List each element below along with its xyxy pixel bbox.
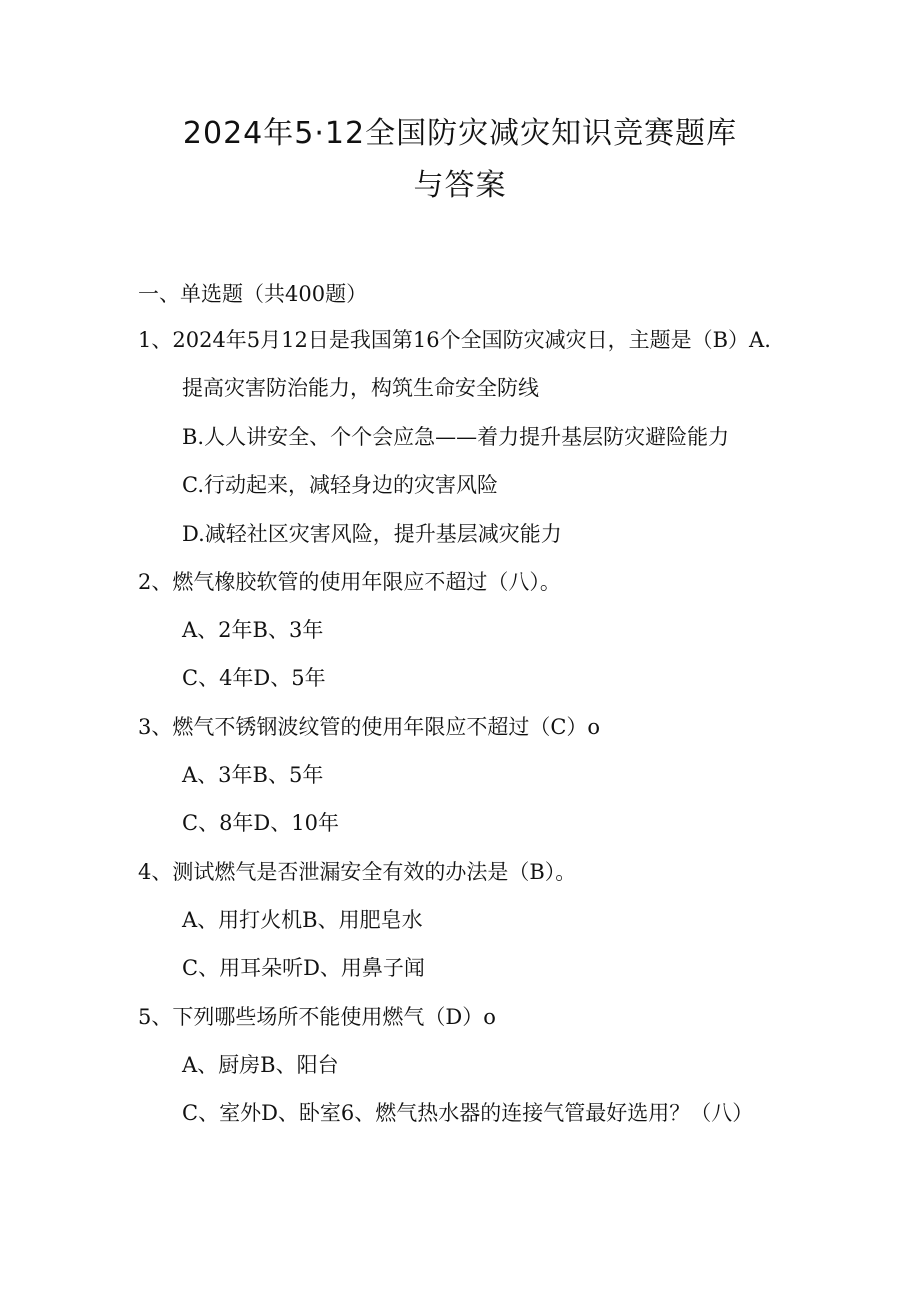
document-title-line-1: 2024年5·12全国防灾减灾知识竞赛题库 <box>182 116 738 151</box>
question-option: A、2年B、3年 <box>182 618 324 642</box>
document-title-line-2: 与答案 <box>413 168 507 203</box>
question-stem: 1、2024年5月12日是我国第16个全国防灾减灾日，主题是（B）A. <box>138 328 771 352</box>
question-option: C、用耳朵听D、用鼻子闻 <box>182 956 425 980</box>
question-stem: 2、燃气橡胶软管的使用年限应不超过（八）。 <box>138 570 561 594</box>
question-option: C、室外D、卧室6、燃气热水器的连接气管最好选用？（八） <box>182 1101 754 1125</box>
question-stem: 3、燃气不锈钢波纹管的使用年限应不超过（C）o <box>138 715 601 739</box>
question-option: C、8年D、10年 <box>182 811 339 835</box>
question-option: C、4年D、5年 <box>182 666 326 690</box>
question-stem: 4、测试燃气是否泄漏安全有效的办法是（B）。 <box>138 860 577 884</box>
question-option: A、3年B、5年 <box>182 763 324 787</box>
question-option: 提高灾害防治能力，构筑生命安全防线 <box>182 376 539 400</box>
section-heading: 一、单选题（共400题） <box>138 282 368 306</box>
question-option: C.行动起来，减轻身边的灾害风险 <box>182 473 498 497</box>
question-option: D.减轻社区灾害风险，提升基层减灾能力 <box>182 522 562 546</box>
question-option: B.人人讲安全、个个会应急——着力提升基层防灾避险能力 <box>182 425 730 449</box>
question-option: A、用打火机B、用肥皂水 <box>182 908 423 932</box>
question-option: A、厨房B、阳台 <box>182 1053 339 1077</box>
question-stem: 5、下列哪些场所不能使用燃气（D）o <box>138 1005 496 1029</box>
